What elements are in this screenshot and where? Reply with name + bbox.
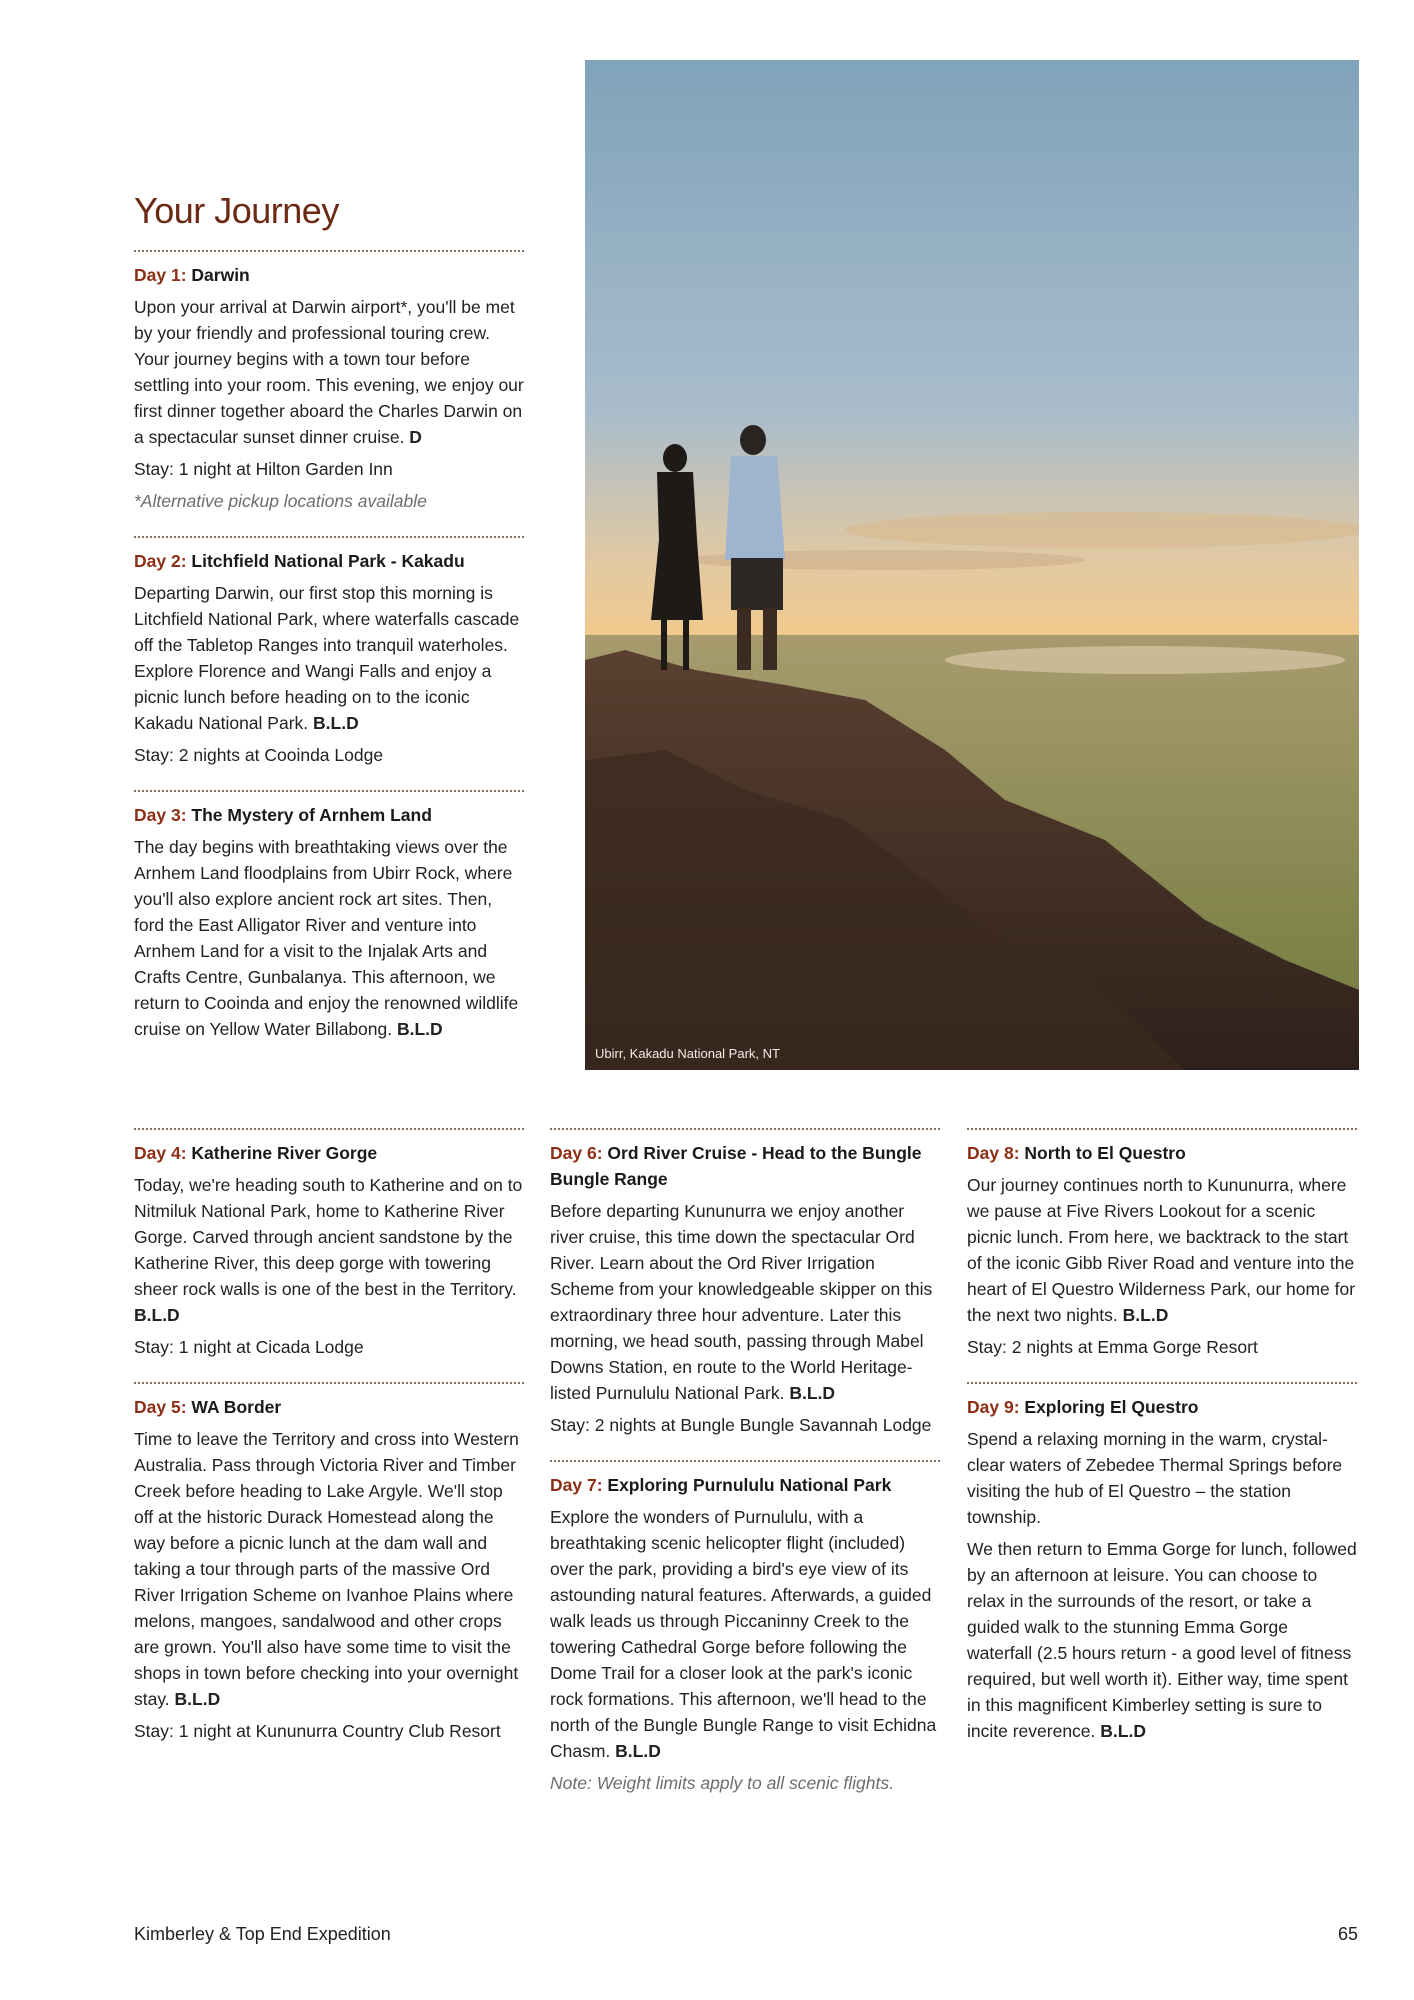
pickup-note: *Alternative pickup locations available xyxy=(134,491,427,511)
meals: B.L.D xyxy=(1100,1721,1146,1741)
footer-title: Kimberley & Top End Expedition xyxy=(134,1924,391,1944)
day-title: Katherine River Gorge xyxy=(191,1143,378,1163)
day-1 xyxy=(134,250,524,514)
day-heading xyxy=(134,548,524,574)
day-description: Our journey continues north to Kununurra, where we pause at Five Rivers Lookout for a scenic picnic lunch. From here, we backtrack to the start of the iconic Gibb River Road and venture into the heart of El Questro Wilderness Park, our home for the next two nights. B.L.D xyxy=(967,1175,1356,1325)
day-description: Spend a relaxing morning in the warm, crystal-clear waters of Zebedee Thermal Springs before visiting the hub of El Questro – the station township. xyxy=(967,1429,1343,1527)
meals: D xyxy=(409,427,422,447)
day-number: Day 4: xyxy=(134,1143,187,1163)
day-heading xyxy=(550,1140,940,1192)
meals: B.L.D xyxy=(396,1019,443,1039)
journey-column-3 xyxy=(967,1128,1357,1766)
day-title: Ord River Cruise - Head to the Bungle Bungle Range xyxy=(550,1143,922,1189)
day-title: North to El Questro xyxy=(1024,1143,1186,1163)
day-9 xyxy=(967,1382,1357,1744)
day-3 xyxy=(134,790,524,1042)
hero-photo xyxy=(585,60,1359,1070)
stay-info: Stay: 1 night at Hilton Garden Inn xyxy=(134,459,393,479)
stay-info: Stay: 1 night at Cicada Lodge xyxy=(134,1337,364,1357)
meals: B.L.D xyxy=(313,713,359,733)
journey-column-2 xyxy=(550,1128,940,1818)
day-2 xyxy=(134,536,524,768)
day-number: Day 5: xyxy=(134,1397,187,1417)
page-number: 65 xyxy=(1337,1924,1358,1944)
photo-caption: Ubirr, Kakadu National Park, NT xyxy=(595,1046,780,1061)
day-description: Upon your arrival at Darwin airport*, you'll be met by your friendly and professional touring crew. Your journey begins with a town tour before settling into your room. This evening, we enjoy our first dinner together aboard the Charles Darwin on a spectacular sunset dinner cruise. D xyxy=(134,297,524,447)
page-title: Your Journey xyxy=(134,190,339,231)
stay-info: Stay: 2 nights at Cooinda Lodge xyxy=(134,745,384,765)
meals: B.L.D xyxy=(1122,1305,1169,1325)
day-description: Explore the wonders of Purnululu, with a breathtaking scenic helicopter flight (included) over the park, providing a bird's eye view of its astounding natural features. Afterwards, a guided walk leads us through Piccaninny Creek to the towering Cathedral Gorge before following the Dome Trail for a closer look at the park's iconic rock formations. This afternoon, we'll head to the north of the Bungle Bungle Range to visit Echidna Chasm. B.L.D xyxy=(550,1507,937,1761)
meals: B.L.D xyxy=(789,1383,836,1403)
sunset-landscape-image xyxy=(585,60,1359,1070)
journey-column-1 xyxy=(134,1128,524,1766)
journey-column-top xyxy=(134,190,524,1064)
meals: B.L.D xyxy=(134,1305,180,1325)
day-description: Today, we're heading south to Katherine and on to Nitmiluk National Park, home to Katherine River Gorge. Carved through ancient sandstone by the Katherine River, this deep gorge with towering sheer rock walls is one of the best in the Territory. B.L.D xyxy=(134,1175,523,1325)
day-8 xyxy=(967,1128,1357,1360)
day-description: Before departing Kununurra we enjoy another river cruise, this time down the spectacular Ord River. Learn about the Ord River Irrigation Scheme from your knowledgeable skipper on this extraordinary three hour adventure. Later this morning, we head south, passing through Mabel Downs Station, en route to the World Heritage-listed Purnululu National Park. B.L.D xyxy=(550,1201,933,1403)
day-5 xyxy=(134,1382,524,1744)
day-heading xyxy=(967,1394,1357,1420)
day-4 xyxy=(134,1128,524,1360)
day-description: Time to leave the Territory and cross into Western Australia. Pass through Victoria River and Timber Creek before heading to Lake Argyle. We'll stop off at the historic Durack Homestead along the way before a picnic lunch at the dam wall and taking a tour through parts of the massive Ord River Irrigation Scheme on Ivanhoe Plains where melons, mangoes, sandalwood and other crops are grown. You'll also have some time to visit the shops in town before checking into your overnight stay. B.L.D xyxy=(134,1429,519,1709)
day-title: WA Border xyxy=(191,1397,282,1417)
day-number: Day 1: xyxy=(134,265,187,285)
day-heading xyxy=(550,1472,940,1498)
day-number: Day 3: xyxy=(134,805,187,825)
day-title: Exploring El Questro xyxy=(1024,1397,1199,1417)
day-heading xyxy=(134,262,524,288)
day-description-continued: We then return to Emma Gorge for lunch, followed by an afternoon at leisure. You can choose to relax in the surrounds of the resort, or take a guided walk to the stunning Emma Gorge waterfall (2.5 hours return - a good level of fitness required, but well worth it). Either way, time spent in this magnificent Kimberley setting is sure to incite reverence. B.L.D xyxy=(967,1539,1357,1741)
day-title: Darwin xyxy=(191,265,250,285)
day-7 xyxy=(550,1460,940,1796)
day-heading xyxy=(134,1140,524,1166)
day-description: The day begins with breathtaking views over the Arnhem Land floodplains from Ubirr Rock, where you'll also explore ancient rock art sites. Then, ford the East Alligator River and venture into Arnhem Land for a visit to the Injalak Arts and Crafts Centre, Gunbalanya. This afternoon, we return to Cooinda and enjoy the renowned wildlife cruise on Yellow Water Billabong. B.L.D xyxy=(134,837,519,1039)
day-description: Departing Darwin, our first stop this morning is Litchfield National Park, where waterfalls cascade off the Tabletop Ranges into tranquil waterholes. Explore Florence and Wangi Falls and enjoy a picnic lunch before heading on to the iconic Kakadu National Park. B.L.D xyxy=(134,583,520,733)
day-number: Day 8: xyxy=(967,1143,1020,1163)
stay-info: Stay: 2 nights at Bungle Bungle Savannah Lodge xyxy=(550,1415,932,1435)
day-6 xyxy=(550,1128,940,1438)
meals: B.L.D xyxy=(615,1741,661,1761)
day-number: Day 9: xyxy=(967,1397,1020,1417)
stay-info: Stay: 1 night at Kununurra Country Club Resort xyxy=(134,1721,501,1741)
day-heading xyxy=(967,1140,1357,1166)
day-heading xyxy=(134,1394,524,1420)
day-number: Day 6: xyxy=(550,1143,603,1163)
day-title: Litchfield National Park - Kakadu xyxy=(191,551,465,571)
day-title: The Mystery of Arnhem Land xyxy=(191,805,432,825)
stay-info: Stay: 2 nights at Emma Gorge Resort xyxy=(967,1337,1258,1357)
meals: B.L.D xyxy=(174,1689,221,1709)
day-heading xyxy=(134,802,524,828)
day-number: Day 7: xyxy=(550,1475,603,1495)
day-number: Day 2: xyxy=(134,551,187,571)
weight-note: Note: Weight limits apply to all scenic flights. xyxy=(550,1773,894,1793)
day-title: Exploring Purnululu National Park xyxy=(607,1475,892,1495)
